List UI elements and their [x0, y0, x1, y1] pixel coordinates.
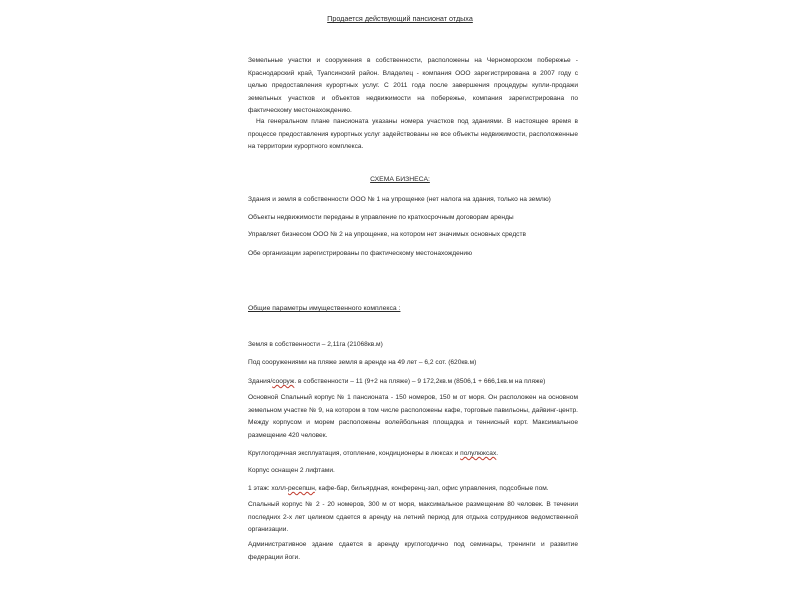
param-beach-land: Под сооружениями на пляже земля в аренде на 49 лет – 6,2 сот. (620кв.м)	[248, 359, 477, 366]
param-floor1	[248, 484, 549, 494]
scheme-item-3: Управляет бизнесом ООО № 2 на упрощенке, на котором нет значимых основных средств	[248, 231, 526, 238]
intro-paragraph-1: Земельные участки и сооружения в собственности, расположены на Черноморском побережье - Краснодарский край, Туапсинский район. Владелец - компания ООО зарегистрирована в 2007 году с целью предоставления курортных услуг. С 2011 года после завершения процедуры купли-продажи земельных участков и объектов недвижимости на побережье, компания зарегистрирована по фактическому местонахождению.	[248, 57, 578, 114]
param-buildings-pre: Здания/	[248, 378, 273, 385]
spellcheck-word: полулюксах	[460, 450, 497, 457]
param-service-post: .	[496, 450, 499, 457]
param-buildings	[248, 377, 545, 387]
scheme-item-4: Обе организации зарегистрированы по фактическому местонахождению	[248, 250, 473, 257]
param-service	[248, 449, 498, 459]
param-main-building: Основной Спальный корпус № 1 пансионата - 150 номеров, 150 м от моря. Он расположен на основном земельном участке № 9, на котором в том числе расположены кафе, торговые павильоны, дайвинг-центр. Между корпусом и морем расположены волейбольная площадка и теннисный корт. Максимальное размещение 420 человек.	[248, 394, 578, 439]
scheme-item-2: Объекты недвижимости переданы в управление по краткосрочным договорам аренды	[248, 214, 514, 221]
param-lifts: Корпус оснащен 2 лифтами.	[248, 467, 335, 474]
param-building-2: Спальный корпус № 2 - 20 номеров, 300 м от моря, максимальное размещение 80 человек. В течении последних 2-х лет целиком сдается в аренду на летний период для отдыха сотрудников ведомственной организации.	[248, 501, 578, 533]
param-floor1-pre: 1 этаж: холл-	[248, 485, 289, 492]
scheme-heading: СХЕМА БИЗНЕСА:	[370, 176, 430, 183]
param-admin-building: Административное здание сдается в аренду круглогодично под семинары, тренинги и развитие федерации йоги.	[248, 541, 578, 561]
scheme-item-1: Здания и земля в собственности ООО № 1 на упрощенке (нет налога на здания, только на землю)	[248, 196, 551, 203]
params-heading: Общие параметры имущественного комплекса :	[248, 305, 401, 312]
param-service-pre: Круглогодичная эксплуатация, отопление, кондиционеры в люксах и	[248, 450, 461, 457]
spellcheck-word: сооруж	[272, 378, 295, 385]
spellcheck-word: ресепшн	[288, 485, 315, 492]
intro-paragraph-2: На генеральном плане пансионата указаны номера участков под зданиями. В настоящее время в процессе предоставления курортных услуг задействованы не все объекты недвижимости, расположенные на территории курортного комплекса.	[248, 118, 578, 150]
param-floor1-post: , кафе-бар, бильярдная, конференц-зал, офис управления, подсобные пом.	[314, 485, 549, 492]
param-land: Земля в собственности – 2,11га (21068кв.м)	[248, 341, 383, 348]
document-title: Продается действующий пансионат отдыха	[327, 14, 473, 23]
param-buildings-post: . в собственности – 11 (9+2 на пляже) – 9 172,2кв.м (8506,1 + 666,1кв.м на пляже)	[294, 378, 546, 385]
